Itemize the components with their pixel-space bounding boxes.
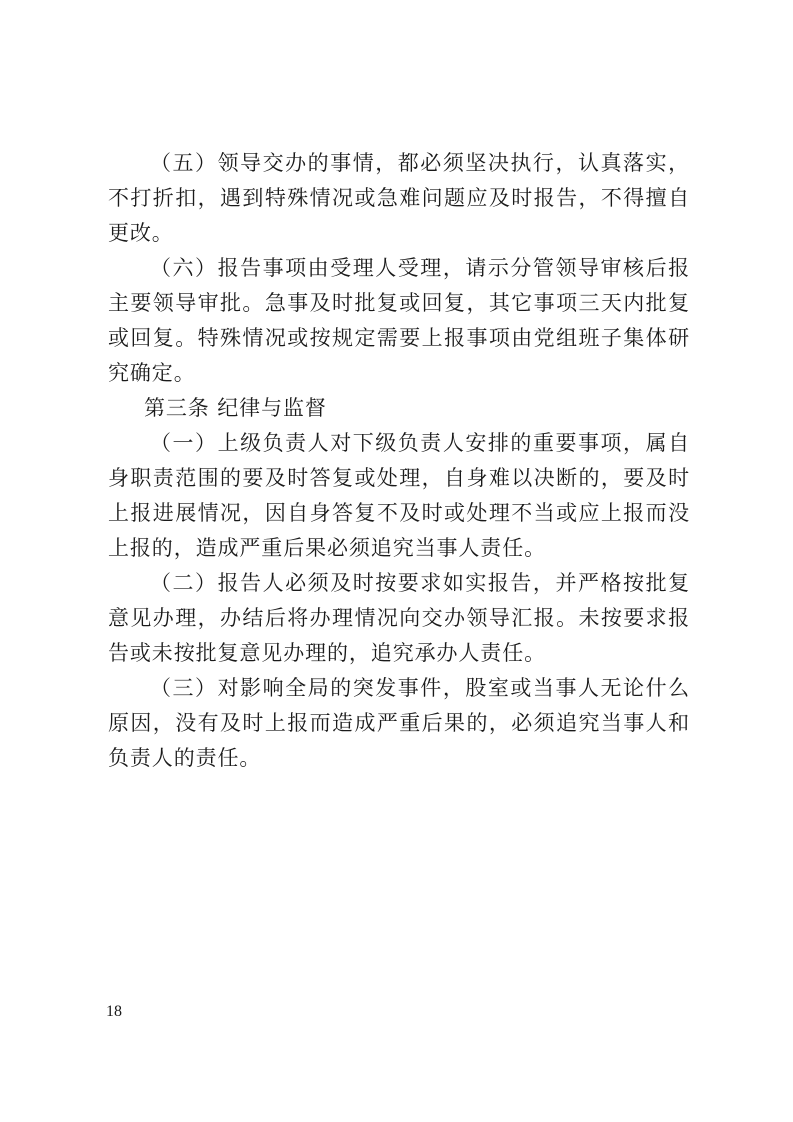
document-body <box>108 146 690 776</box>
article-3-heading: 第三条 纪律与监督 <box>144 396 327 420</box>
paragraph-item-3: （三）对影响全局的突发事件，股室或当事人无论什么原因，没有及时上报而造成严重后果的，必须追究当事人和负责人的责任。 <box>108 676 690 770</box>
paragraph-item-2: （二）报告人必须及时按要求如实报告，并严格按批复意见办理，办结后将办理情况向交办领导汇报。未按要求报告或未按批复意见办理的，追究承办人责任。 <box>108 571 690 665</box>
paragraph-item-5: （五）领导交办的事情，都必须坚决执行，认真落实，不打折扣，遇到特殊情况或急难问题应及时报告，不得擅自更改。 <box>108 151 690 245</box>
page-number: 18 <box>106 1003 122 1020</box>
paragraph-item-1: （一）上级负责人对下级负责人安排的重要事项，属自身职责范围的要及时答复或处理，自身难以决断的，要及时上报进展情况，因自身答复不及时或处理不当或应上报而没上报的，造成严重后果必须追究当事人责任。 <box>108 431 690 560</box>
paragraph-item-6: （六）报告事项由受理人受理，请示分管领导审核后报主要领导审批。急事及时批复或回复，其它事项三天内批复或回复。特殊情况或按规定需要上报事项由党组班子集体研究确定。 <box>108 256 690 385</box>
